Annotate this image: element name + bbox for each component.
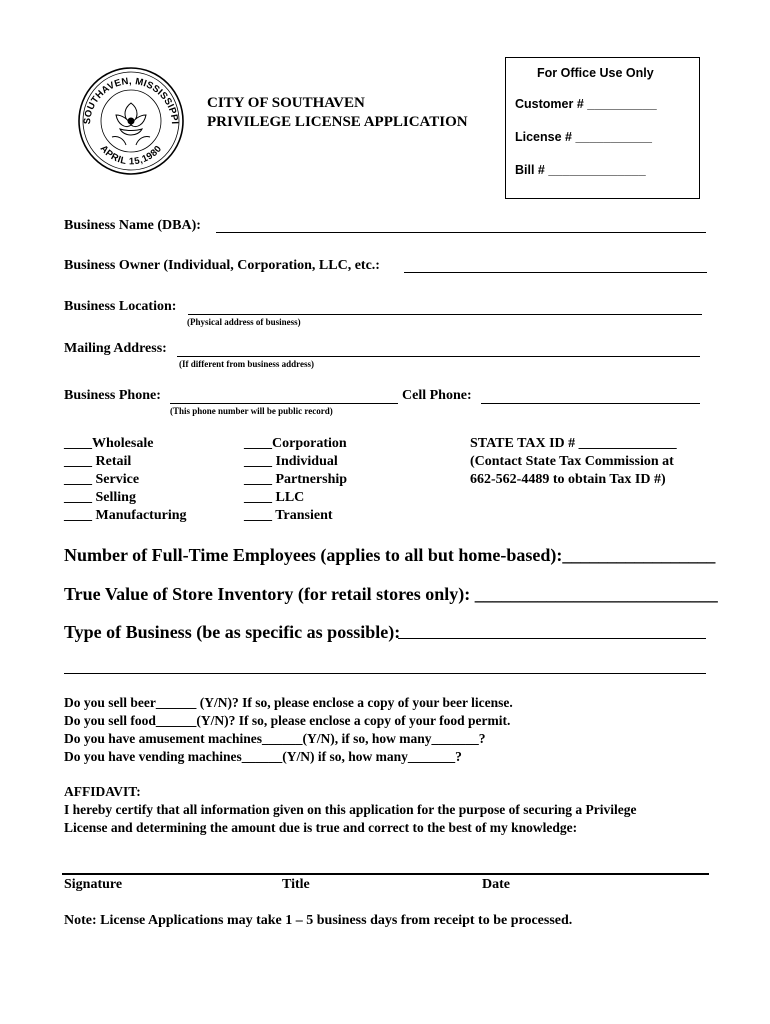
phone-note: (This phone number will be public record) bbox=[170, 406, 333, 416]
amusement-question[interactable]: Do you have amusement machines______(Y/N), if so, how many_______? bbox=[64, 731, 486, 746]
office-use-box bbox=[505, 57, 700, 199]
vending-question[interactable]: Do you have vending machines______(Y/N) if so, how many_______? bbox=[64, 749, 462, 764]
entity-llc[interactable]: ____ LLC bbox=[244, 490, 305, 505]
title-label: Title bbox=[282, 877, 310, 892]
type-of-business-label: Type of Business (be as specific as possible): bbox=[64, 622, 401, 642]
office-use-title: For Office Use Only bbox=[537, 66, 654, 80]
business-name-field[interactable] bbox=[216, 232, 706, 233]
business-location-label: Business Location: bbox=[64, 299, 177, 314]
signature-field[interactable] bbox=[62, 873, 709, 875]
bill-number: Bill # ______________ bbox=[515, 163, 646, 177]
type-of-business-field[interactable] bbox=[398, 638, 706, 639]
sell-food-question[interactable]: Do you sell food______(Y/N)? If so, please enclose a copy of your food permit. bbox=[64, 713, 511, 728]
type-wholesale[interactable]: ____Wholesale bbox=[64, 436, 154, 451]
customer-number: Customer # __________ bbox=[515, 97, 657, 111]
entity-partnership[interactable]: ____ Partnership bbox=[244, 472, 348, 487]
city-name: CITY OF SOUTHAVEN bbox=[207, 95, 365, 111]
mailing-address-field[interactable] bbox=[177, 356, 700, 357]
entity-corporation[interactable]: ____Corporation bbox=[244, 436, 347, 451]
state-tax-id[interactable]: STATE TAX ID # ______________ bbox=[470, 436, 677, 451]
business-name-label: Business Name (DBA): bbox=[64, 218, 201, 233]
business-owner-field[interactable] bbox=[404, 272, 707, 273]
mailing-note: (If different from business address) bbox=[179, 359, 315, 369]
inventory-question[interactable]: True Value of Store Inventory (for retail stores only): ___________________________ bbox=[64, 584, 718, 604]
entity-transient[interactable]: ____ Transient bbox=[244, 508, 333, 523]
city-seal bbox=[76, 65, 186, 177]
tax-note-line1: (Contact State Tax Commission at bbox=[470, 454, 674, 469]
type-of-business-field-2[interactable] bbox=[64, 673, 706, 674]
magnolia-flower-icon bbox=[112, 103, 150, 145]
employees-question[interactable]: Number of Full-Time Employees (applies to all but home-based):_________________ bbox=[64, 545, 716, 565]
form-title: PRIVILEGE LICENSE APPLICATION bbox=[207, 114, 468, 130]
business-phone-label: Business Phone: bbox=[64, 388, 161, 403]
entity-individual[interactable]: ____ Individual bbox=[244, 454, 338, 469]
location-note: (Physical address of business) bbox=[187, 317, 301, 327]
cell-phone-label: Cell Phone: bbox=[402, 388, 472, 403]
signature-label: Signature bbox=[64, 877, 123, 892]
business-phone-field[interactable] bbox=[170, 403, 398, 404]
type-retail[interactable]: ____ Retail bbox=[64, 454, 132, 469]
type-manufacturing[interactable]: ____ Manufacturing bbox=[64, 508, 187, 523]
license-number: License # ___________ bbox=[515, 130, 652, 144]
business-location-field[interactable] bbox=[188, 314, 702, 315]
affidavit-heading: AFFIDAVIT: bbox=[64, 784, 141, 799]
seal-text-bottom: APRIL 15,1980 bbox=[97, 143, 165, 168]
sell-beer-question[interactable]: Do you sell beer______ (Y/N)? If so, please enclose a copy of your beer license. bbox=[64, 695, 513, 710]
affidavit-line2: License and determining the amount due is true and correct to the best of my knowledge: bbox=[64, 820, 578, 835]
type-service[interactable]: ____ Service bbox=[64, 472, 140, 487]
processing-note: Note: License Applications may take 1 – 5 business days from receipt to be processed. bbox=[64, 913, 573, 928]
affidavit-line1: I hereby certify that all information given on this application for the purpose of securing a Privilege bbox=[64, 802, 637, 817]
type-selling[interactable]: ____ Selling bbox=[64, 490, 136, 505]
business-owner-label: Business Owner (Individual, Corporation, LLC, etc.: bbox=[64, 258, 380, 273]
mailing-address-label: Mailing Address: bbox=[64, 341, 167, 356]
date-label: Date bbox=[482, 877, 510, 892]
seal-text-top: SOUTHAVEN, MISSISSIPPI bbox=[81, 75, 181, 125]
tax-note-line2: 662-562-4489 to obtain Tax ID #) bbox=[470, 472, 666, 487]
cell-phone-field[interactable] bbox=[481, 403, 700, 404]
